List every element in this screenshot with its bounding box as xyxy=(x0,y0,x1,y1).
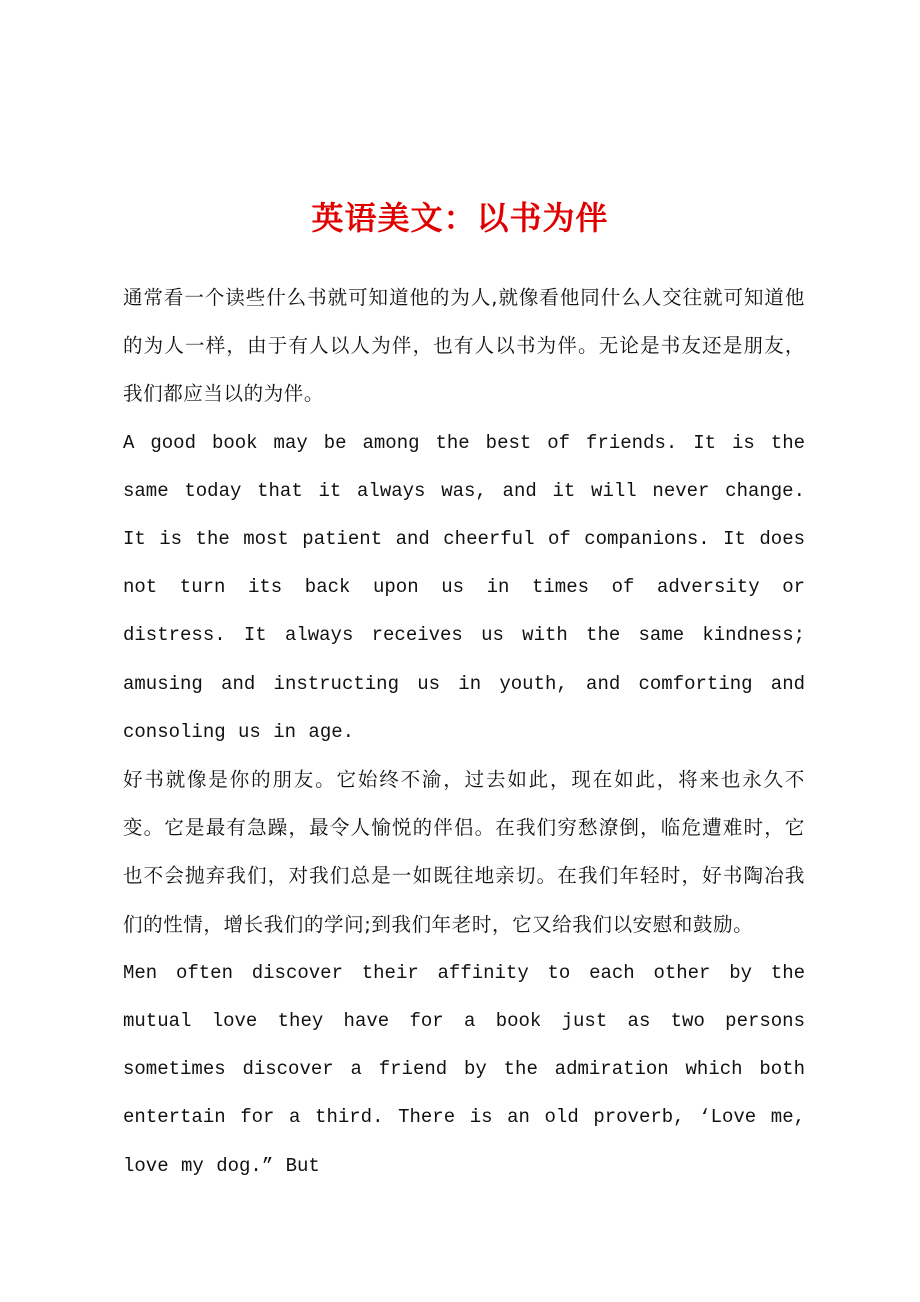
paragraph-chinese-intro: 通常看一个读些什么书就可知道他的为人,就像看他同什么人交往就可知道他的为人一样，由于有人以人为伴，也有人以书为伴。无论是书友还是朋友，我们都应当以的为伴。 xyxy=(123,286,805,406)
document-title: 英语美文：以书为伴 xyxy=(311,199,609,237)
paragraph-chinese-good-book: 好书就像是你的朋友。它始终不渝，过去如此，现在如此，将来也永久不变。它是最有急躁，最令人愉悦的伴侣。在我们穷愁潦倒，临危遭难时，它也不会抛弃我们，对我们总是一如既往地亲切。在我们年轻时，好书陶冶我们的性情，增长我们的学问;到我们年老时，它又给我们以安慰和鼓励。 xyxy=(123,768,805,936)
paragraph-english-affinity: Men often discover their affinity to each other by the mutual love they have for a book just as two persons sometimes discover a friend by the admiration which both entertain for a third. There is an old proverb, ‘Love me, love my dog.” But xyxy=(123,961,805,1177)
paragraph-english-good-book: A good book may be among the best of friends. It is the same today that it always was, and it will never change. It is the most patient and cheerful of companions. It does not turn its back upon us in times of adversity or distress. It always receives us with the same kindness; amusing and instructing us in youth, and comforting and consoling us in age. xyxy=(123,431,805,743)
document-body xyxy=(123,274,805,1190)
